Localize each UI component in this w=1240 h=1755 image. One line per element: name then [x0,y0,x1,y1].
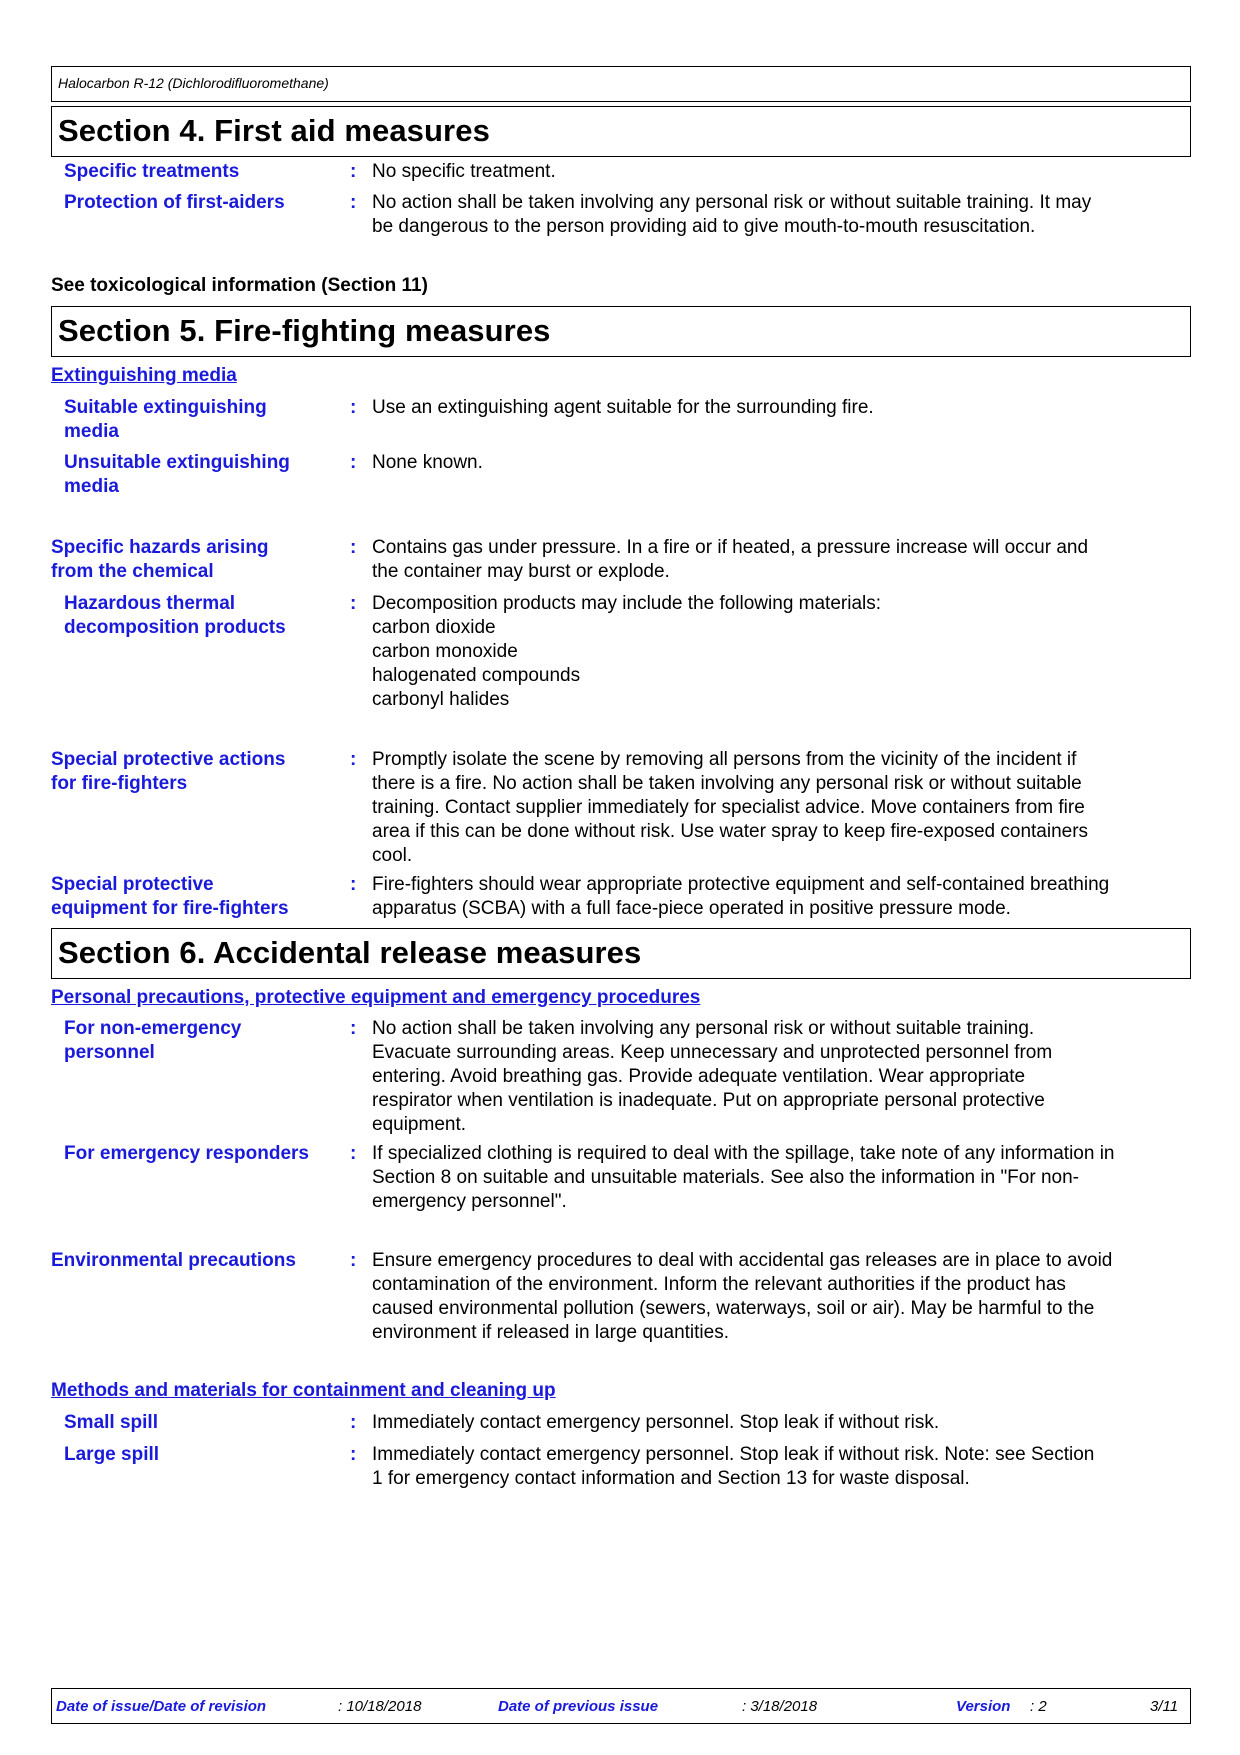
previous-issue-label: Date of previous issue [498,1698,659,1715]
label: Special protective equipment for fire-fighters [51,874,289,919]
personal-precautions-heading: Personal precautions, protective equipment and emergency procedures [51,987,701,1008]
version-label: Version [956,1698,1011,1715]
colon: : [350,874,357,895]
section-4-heading-box [51,106,1191,157]
toxicological-note: See toxicological information (Section 11) [51,275,428,296]
value: Decomposition products may include the following materials: carbon dioxide carbon monoxide halogenated compounds carbonyl halides [372,593,882,710]
label: Hazardous thermal decomposition products [64,593,286,638]
label: Specific hazards arising from the chemical [51,537,269,582]
sds-page [51,0,1193,1755]
value: Fire-fighters should wear appropriate protective equipment and self-contained breathing apparatus (SCBA) with a full face-piece operated in positive pressure mode. [372,874,1110,919]
previous-issue-value: : 3/18/2018 [742,1698,818,1715]
extinguishing-media-heading: Extinguishing media [51,365,237,386]
colon: : [350,593,357,614]
document-header [51,66,1191,102]
value: No action shall be taken involving any personal risk or without suitable training. It may be dangerous to the person providing aid to give mouth-to-mouth resuscitation. [372,192,1092,237]
label: Protection of first-aiders [64,192,285,213]
value: Contains gas under pressure. In a fire or if heated, a pressure increase will occur and the container may burst or explode. [372,537,1089,582]
section-4-title: Section 4. First aid measures [58,113,490,148]
colon: : [350,397,357,418]
colon: : [350,1444,357,1465]
colon: : [350,161,357,182]
label: Unsuitable extinguishing media [64,452,290,497]
colon: : [350,537,357,558]
value: None known. [372,452,483,473]
value: No action shall be taken involving any personal risk or without suitable training. Evacuate surrounding areas. Keep unnecessary and unprotected personnel from entering. Avoid breathing gas. Provide adequate ventilation. Wear appropriate respirator when ventilation is inadequate. Put on appropriate personal protective equipment. [372,1018,1053,1135]
issue-date-value: : 10/18/2018 [338,1698,422,1715]
label: For emergency responders [64,1143,309,1164]
colon: : [350,1250,357,1271]
label: For non-emergency personnel [64,1018,242,1063]
containment-heading: Methods and materials for containment and cleaning up [51,1380,556,1401]
colon: : [350,1018,357,1039]
label: Specific treatments [64,161,240,182]
version-value: : 2 [1030,1698,1047,1715]
label: Suitable extinguishing media [64,397,267,442]
value: If specialized clothing is required to deal with the spillage, take note of any information in Section 8 on suitable and unsuitable materials. See also the information in "For non- emergency personnel". [372,1143,1115,1212]
section-5-title: Section 5. Fire-fighting measures [58,313,551,348]
issue-date-label: Date of issue/Date of revision [56,1698,267,1715]
label: Large spill [64,1444,160,1465]
colon: : [350,452,357,473]
product-name: Halocarbon R-12 (Dichlorodifluoromethane) [58,75,329,91]
value: Immediately contact emergency personnel. Stop leak if without risk. Note: see Section 1 for emergency contact information and Section 13 for waste disposal. [372,1444,1095,1489]
label: Environmental precautions [51,1250,296,1271]
value: Immediately contact emergency personnel. Stop leak if without risk. [372,1412,940,1433]
colon: : [350,749,357,770]
colon: : [350,1412,357,1433]
label: Special protective actions for fire-fighters [51,749,286,794]
section-5-heading-box [51,306,1191,357]
document-footer [51,1688,1191,1724]
value: No specific treatment. [372,161,556,182]
value: Promptly isolate the scene by removing all persons from the vicinity of the incident if there is a fire. No action shall be taken involving any personal risk or without suitable training. Contact supplier immediately for specialist advice. Move containers from fire area if this can be done without risk. Use water spray to keep fire-exposed containers cool. [372,749,1089,866]
value: Ensure emergency procedures to deal with accidental gas releases are in place to avoid contamination of the environment. Inform the relevant authorities if the product has caused environmental pollution (sewers, waterways, soil or air). May be harmful to the environment if released in large quantities. [372,1250,1113,1343]
colon: : [350,192,357,213]
colon: : [350,1143,357,1164]
value: Use an extinguishing agent suitable for the surrounding fire. [372,397,874,418]
section-6-heading-box [51,928,1191,979]
section-6-title: Section 6. Accidental release measures [58,935,642,970]
page-number: 3/11 [1150,1698,1179,1715]
label: Small spill [64,1412,158,1433]
